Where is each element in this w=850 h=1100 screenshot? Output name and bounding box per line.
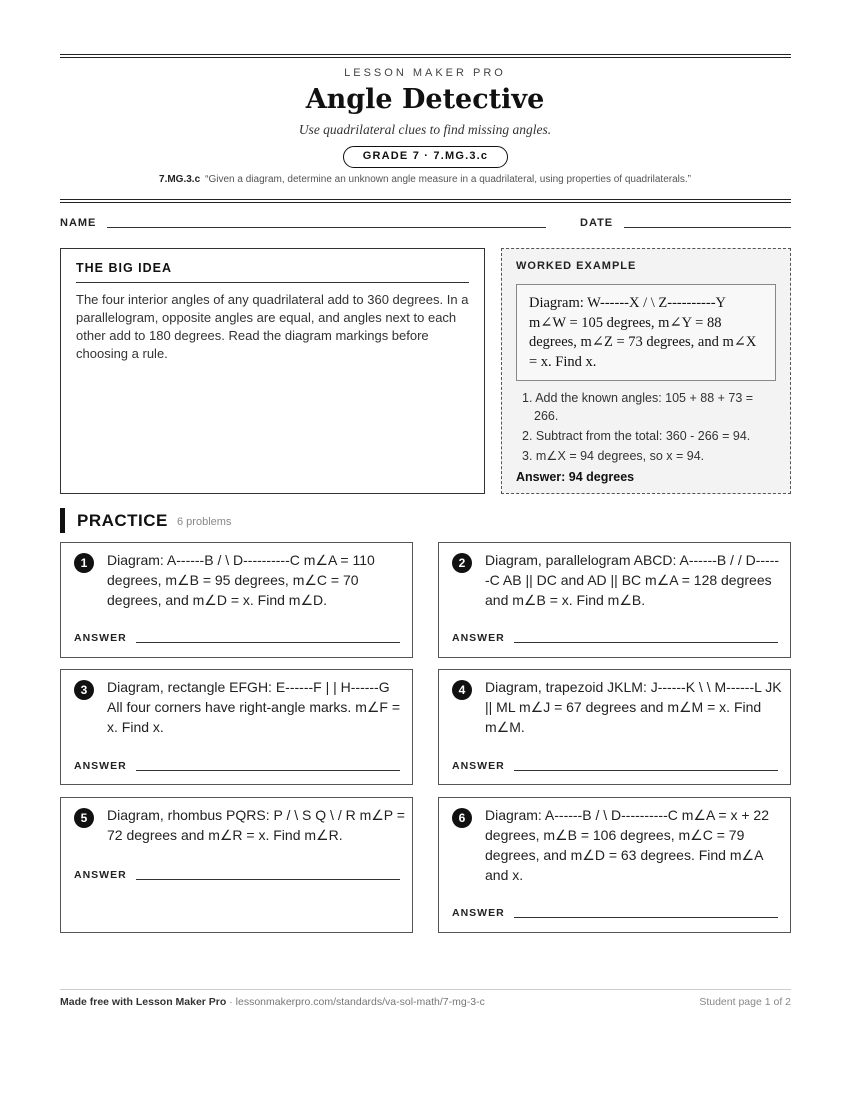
date-label: DATE xyxy=(580,217,614,229)
problem-number: 6 xyxy=(452,808,472,828)
header-bottom-rule xyxy=(60,199,791,203)
big-idea-body: The four interior angles of any quadrilateral add to 360 degrees. In a parallelogram, opposite angles are equal, and angles next to each other add to 180 degrees. Read the diagram markings before choosing a rule. xyxy=(76,292,469,361)
worked-example-answer: Answer: 94 degrees xyxy=(516,470,635,484)
practice-accent-bar xyxy=(60,508,65,533)
problem-number: 2 xyxy=(452,553,472,573)
answer-line[interactable] xyxy=(514,917,778,918)
footer-made-with: Made free with Lesson Maker Pro xyxy=(60,996,227,1008)
footer-rule xyxy=(60,989,791,990)
problem-text: Diagram: A------B / \ D----------C m∠A = x + 22 degrees, m∠B = 106 degrees, m∠C = 79 degrees, and m∠D = 63 degrees. Find m∠A and x. xyxy=(485,807,769,883)
big-idea-heading: THE BIG IDEA xyxy=(76,261,469,283)
page-subtitle: Use quadrilateral clues to find missing angles. xyxy=(298,122,552,137)
answer-label: ANSWER xyxy=(74,632,127,644)
problem-number: 3 xyxy=(74,680,94,700)
answer-line[interactable] xyxy=(136,770,400,771)
worked-example-steps xyxy=(516,389,776,465)
answer-label: ANSWER xyxy=(452,632,505,644)
problem-number: 1 xyxy=(74,553,94,573)
worked-example-heading: WORKED EXAMPLE xyxy=(516,260,637,272)
answer-label: ANSWER xyxy=(74,869,127,881)
answer-line[interactable] xyxy=(136,642,400,643)
problem-text: Diagram, trapezoid JKLM: J------K \ \ M------L JK || ML m∠J = 67 degrees and m∠M = x. Find m∠M. xyxy=(485,679,782,735)
practice-count: 6 problems xyxy=(177,516,232,528)
footer-credit xyxy=(60,996,485,1008)
brand-name: LESSON MAKER PRO xyxy=(344,67,506,79)
worked-step: 1. Add the known angles: 105 + 88 + 73 = 266. xyxy=(522,391,754,423)
big-idea-box xyxy=(60,248,485,494)
date-field[interactable] xyxy=(624,227,791,228)
problem-text: Diagram: A------B / \ D----------C m∠A = 110 degrees, m∠B = 95 degrees, m∠C = 70 degrees, and m∠D = x. Find m∠D. xyxy=(107,552,375,608)
page-title: Angle Detective xyxy=(305,84,545,115)
answer-line[interactable] xyxy=(514,642,778,643)
worked-example-box xyxy=(501,248,791,494)
grade-badge: GRADE 7 · 7.MG.3.c xyxy=(343,146,508,168)
footer-page-number: Student page 1 of 2 xyxy=(699,996,791,1008)
problem-card-2 xyxy=(438,542,791,658)
problem-number: 5 xyxy=(74,808,94,828)
problem-text: Diagram, parallelogram ABCD: A------B / / D------C AB || DC and AD || BC m∠A = 128 degrees and m∠B = x. Find m∠B. xyxy=(485,552,780,608)
problem-card-1 xyxy=(60,542,413,658)
name-field[interactable] xyxy=(107,227,546,228)
problem-card-3 xyxy=(60,669,413,785)
problem-card-5 xyxy=(60,797,413,933)
problem-card-4 xyxy=(438,669,791,785)
name-label: NAME xyxy=(60,217,97,229)
problem-text: Diagram, rectangle EFGH: E------F | | H------G All four corners have right-angle marks. m∠F = x. Find x. xyxy=(107,679,401,735)
problem-number: 4 xyxy=(452,680,472,700)
answer-label: ANSWER xyxy=(74,760,127,772)
worked-step: 2. Subtract from the total: 360 - 266 = 94. xyxy=(522,429,751,443)
practice-title: PRACTICE xyxy=(77,511,168,530)
answer-line[interactable] xyxy=(514,770,778,771)
answer-line[interactable] xyxy=(136,879,400,880)
answer-label: ANSWER xyxy=(452,760,505,772)
standard-code: 7.MG.3.c xyxy=(159,174,201,185)
problem-card-6 xyxy=(438,797,791,933)
footer-url: · lessonmakerpro.com/standards/va-sol-math/7-mg-3-c xyxy=(226,996,485,1008)
header-top-rule xyxy=(60,54,791,58)
worked-example-problem: Diagram: W------X / \ Z----------Y m∠W = 105 degrees, m∠Y = 88 degrees, m∠Z = 73 degrees, and m∠X = x. Find x. xyxy=(516,284,776,381)
standard-line xyxy=(0,174,850,185)
answer-label: ANSWER xyxy=(452,907,505,919)
problem-text: Diagram, rhombus PQRS: P / \ S Q \ / R m∠P = 72 degrees and m∠R = x. Find m∠R. xyxy=(107,807,405,843)
standard-text: “Given a diagram, determine an unknown angle measure in a quadrilateral, using properties of quadrilaterals.” xyxy=(205,174,691,185)
worked-step: 3. m∠X = 94 degrees, so x = 94. xyxy=(522,449,705,463)
